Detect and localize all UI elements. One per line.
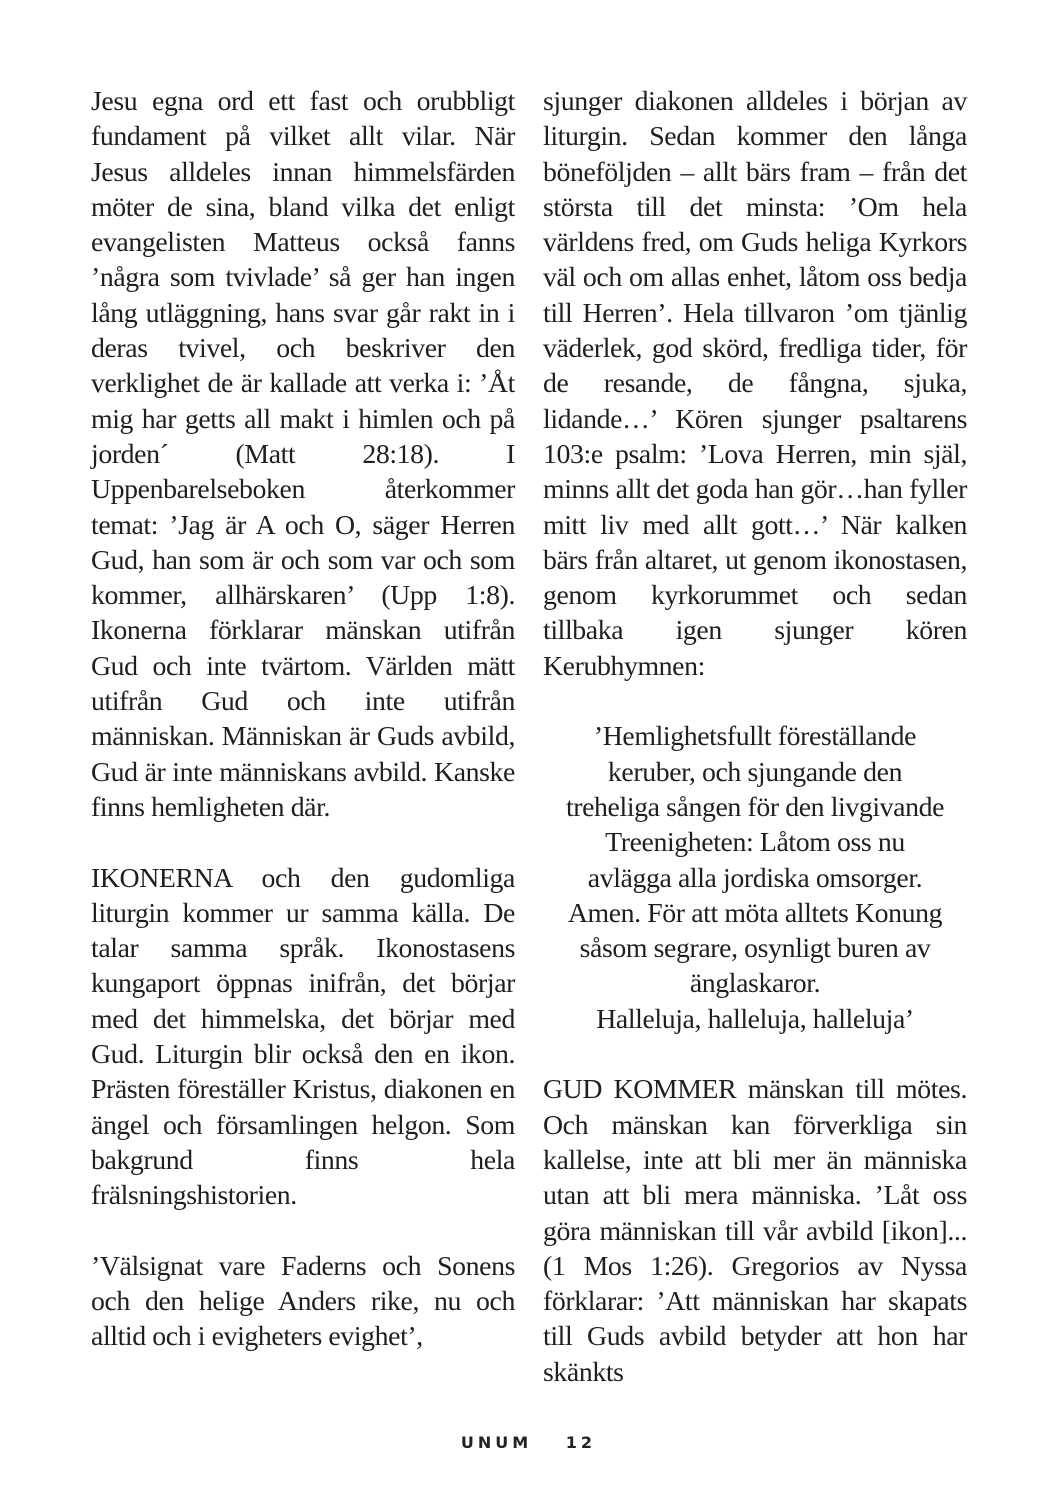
- left-column: [91, 84, 515, 1355]
- hymn-line: treheliga sången för den livgivande: [565, 791, 945, 823]
- hymn-line: ’Hemlighetsfullt föreställande: [593, 721, 917, 753]
- hymn-line: keruber, och sjungande den: [607, 756, 903, 788]
- hymn-line: änglaskaror.: [689, 968, 821, 1000]
- paragraph-intro: sjunger diakonen alldeles i början av liturgin. Sedan kommer den långa böneföljden – allt bärs fram – från det största till det minsta: ’Om hela världens fred, om Guds heliga Kyrkors väl och om allas enhet, låtom oss bedja till Herren’. Hela tillvaron ’om tjänlig väderlek, god skörd, fredliga tider, för de resande, de fångna, sjuka, lidande…’ Kören sjunger psaltarens 103:e psalm: ’Lova Herren, min själ, minns allt det goda han gör…han fyller mitt liv med allt gott…’ När kalken bärs från altaret, ut genom ikonostasen, genom kyrkorummet och sedan tillbaka igen sjunger kören Kerubhymnen:: [543, 86, 967, 682]
- paragraph-gap: [543, 684, 967, 719]
- magazine-name: UNUM: [460, 1433, 533, 1452]
- page-number: 12: [565, 1433, 597, 1452]
- hymn-line: såsom segrare, osynligt buren av: [579, 933, 931, 965]
- hymn-line: Treenigheten: Låtom oss nu: [605, 827, 905, 859]
- paragraph-2: IKONERNA och den gudomliga liturgin kommer ur samma källa. De talar samma språk. Ikonostasens kungaport öppnas inifrån, det börjar med det himmelska, det börjar med Gud. Liturgin blir också den en ikon. Prästen föreställer Kristus, diakonen en ängel och församlingen helgon. Som bakgrund finns hela frälsningshistorien.: [91, 862, 515, 1212]
- hymn-line: Halleluja, halleluja, halleluja’: [596, 1003, 914, 1035]
- hymn-line: avlägga alla jordiska omsorger.: [587, 862, 923, 894]
- paragraph-gap: [91, 825, 515, 860]
- hymn-quote: [543, 719, 967, 1037]
- paragraph-closing: GUD KOMMER mänskan till mötes. Och mänskan kan förverkliga sin kallelse, inte att bli mer än människa utan att bli mera människa. ’Låt oss göra människan till vår avbild [ikon]... (1 Mos 1:26). Gregorios av Nyssa förklarar: ’Att människan har skapats till Guds avbild betyder att hon har skänkts: [543, 1074, 967, 1388]
- right-column: [543, 84, 967, 1390]
- paragraph-3: ’Välsignat vare Faderns och Sonens och den helige Anders rike, nu och alltid och i evigheters evighet’,: [91, 1250, 515, 1353]
- paragraph-gap: [543, 1037, 967, 1072]
- hymn-line: Amen. För att möta alltets Konung: [567, 897, 943, 929]
- paragraph-1: Jesu egna ord ett fast och orubbligt fundament på vilket allt vilar. När Jesus alldeles innan himmelsfärden möter de sina, bland vilka det enligt evangelisten Matteus också fanns ’några som tvivlade’ så ger han ingen lång utläggning, hans svar går rakt in i deras tvivel, och beskriver den verklighet de är kallade att verka i: ’Åt mig har getts all makt i himlen och på jorden´ (Matt 28:18). I Uppenbarelseboken återkommer temat: ’Jag är A och O, säger Herren Gud, han som är och som var och som kommer, allhärskaren’ (Upp 1:8). Ikonerna förklarar mänskan utifrån Gud och inte tvärtom. Världen mätt utifrån Gud och inte utifrån människan. Människan är Guds avbild, Gud är inte människans avbild. Kanske finns hemligheten där.: [91, 86, 515, 823]
- page-footer: [0, 1433, 1057, 1452]
- paragraph-gap: [91, 1214, 515, 1249]
